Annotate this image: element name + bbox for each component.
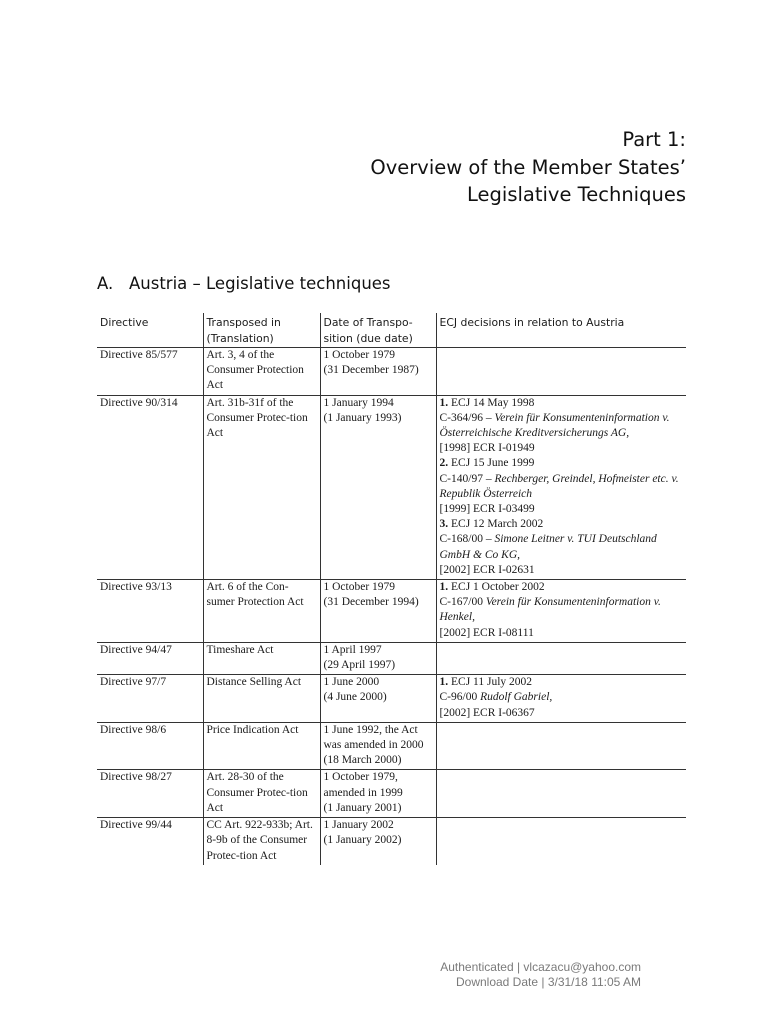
part-title <box>370 126 686 209</box>
header-date: Date of Transpo-sition (due date) <box>320 313 436 348</box>
ecj-number: 1. <box>439 396 449 409</box>
ecj-date-line <box>440 580 684 595</box>
transposition-date: 1 April 1997 <box>323 643 382 656</box>
table-row <box>97 675 686 723</box>
date-cell <box>320 580 436 643</box>
ecj-decision <box>440 396 684 457</box>
ecj-date-line <box>440 456 684 471</box>
ecj-date: ECJ 12 March 2002 <box>451 518 544 531</box>
date-cell <box>320 722 436 770</box>
section-title: Austria – Legislative techniques <box>129 274 391 293</box>
directive-cell: Directive 85/577 <box>97 348 203 396</box>
ecj-case-line <box>440 472 684 502</box>
date-cell <box>320 395 436 579</box>
table-header-row <box>97 313 686 348</box>
ecj-case-line <box>440 532 684 562</box>
table-row <box>97 642 686 674</box>
ecj-report: [2002] ECR I-06367 <box>439 706 535 719</box>
table-row <box>97 395 686 579</box>
transposed-cell: CC Art. 922-933b; Art. 8-9b of the Consumer Protec-tion Act <box>203 818 320 865</box>
ecj-number: 3. <box>439 518 449 531</box>
due-date: (1 January 2002) <box>323 834 402 847</box>
ecj-case-number: C-364/96 – <box>439 411 492 424</box>
table-row <box>97 770 686 818</box>
ecj-report: [1999] ECR I-03499 <box>439 503 535 516</box>
ecj-decision <box>440 517 684 578</box>
due-date: (31 December 1987) <box>323 364 419 377</box>
ecj-decision <box>440 580 684 641</box>
ecj-date-line <box>440 396 684 411</box>
ecj-date: ECJ 11 July 2002 <box>451 676 533 689</box>
ecj-cell <box>436 642 686 674</box>
ecj-parties: Verein für Konsumenteninformation v. Henkel, <box>439 596 661 624</box>
due-date: (4 June 2000) <box>323 691 387 704</box>
directive-cell: Directive 94/47 <box>97 642 203 674</box>
table-row <box>97 722 686 770</box>
ecj-parties: Simone Leitner v. TUI Deutschland GmbH & Co KG, <box>439 533 657 561</box>
directive-cell: Directive 99/44 <box>100 819 172 832</box>
ecj-report: [2002] ECR I-08111 <box>439 626 534 639</box>
transposition-date: 1 June 1992, the Act was amended in 2000 <box>323 723 424 752</box>
due-date: (18 March 2000) <box>323 754 402 767</box>
due-date: (29 April 1997) <box>323 659 396 672</box>
download-footer <box>440 960 641 989</box>
ecj-decision <box>440 675 684 721</box>
date-cell <box>320 642 436 674</box>
ecj-parties: Rudolf Gabriel, <box>480 691 553 704</box>
transposition-date: 1 October 1979, amended in 1999 <box>323 771 403 799</box>
transposed-cell: Art. 3, 4 of the Consumer Protection Act <box>203 348 320 396</box>
ecj-cell <box>436 348 686 396</box>
part-number: Part 1: <box>622 128 686 151</box>
ecj-cell <box>436 675 686 723</box>
ecj-cell <box>436 395 686 579</box>
date-cell <box>320 770 436 818</box>
ecj-date: ECJ 14 May 1998 <box>451 396 535 409</box>
table-body <box>97 348 686 865</box>
due-date: (31 December 1994) <box>323 596 419 609</box>
date-cell <box>320 675 436 723</box>
table-row <box>97 348 686 396</box>
ecj-cell <box>436 580 686 643</box>
ecj-cell <box>436 818 686 865</box>
ecj-case-number: C-96/00 <box>439 691 478 704</box>
transposed-cell: Distance Selling Act <box>203 675 320 723</box>
ecj-case-line <box>440 690 684 705</box>
directive-cell: Directive 97/7 <box>97 675 203 723</box>
ecj-report: [2002] ECR I-02631 <box>439 563 535 576</box>
authenticated-line: Authenticated | vlcazacu@yahoo.com <box>440 960 641 974</box>
section-heading <box>97 274 391 293</box>
ecj-case-line <box>440 411 684 441</box>
transposed-cell: Art. 28-30 of the Consumer Protec-tion Act <box>203 770 320 818</box>
ecj-case-number: C-168/00 – <box>439 533 492 546</box>
transposed-cell: Timeshare Act <box>203 642 320 674</box>
header-directive: Directive <box>97 313 203 348</box>
ecj-case-number: C-167/00 <box>439 596 483 609</box>
header-ecj: ECJ decisions in relation to Austria <box>436 313 686 348</box>
ecj-number: 1. <box>439 581 449 594</box>
download-date-line: Download Date | 3/31/18 11:05 AM <box>455 974 641 989</box>
directive-cell: Directive 90/314 <box>97 395 203 579</box>
date-cell <box>320 348 436 396</box>
date-cell <box>320 818 436 865</box>
transposition-date: 1 October 1979 <box>323 581 396 594</box>
ecj-report: [1998] ECR I-01949 <box>439 442 535 455</box>
ecj-parties: Verein für Konsumenteninformation v. Österreichische Kreditversicherungs AG, <box>439 411 670 440</box>
ecj-number: 1. <box>439 676 449 689</box>
ecj-number: 2. <box>439 457 449 470</box>
ecj-date: ECJ 15 June 1999 <box>451 457 535 470</box>
transposition-date: 1 January 1994 <box>323 396 394 409</box>
directive-cell: Directive 98/6 <box>97 722 203 770</box>
ecj-cell <box>436 722 686 770</box>
header-transposed: Transposed in (Translation) <box>203 313 320 348</box>
ecj-date-line <box>440 517 684 532</box>
transposition-date: 1 January 2002 <box>323 819 394 832</box>
transposition-date: 1 June 2000 <box>323 676 380 689</box>
due-date: (1 January 2001) <box>323 801 402 814</box>
transposed-cell: Art. 6 of the Con-sumer Protection Act <box>203 580 320 643</box>
table-row <box>97 818 686 865</box>
ecj-parties: Rechberger, Greindel, Hofmeister etc. v. Republik Österreich <box>439 472 679 500</box>
part-title-line-2: Legislative Techniques <box>467 183 686 206</box>
transposed-cell: Art. 31b-31f of the Consumer Protec-tion Act <box>203 395 320 579</box>
ecj-date: ECJ 1 October 2002 <box>451 581 545 594</box>
part-title-line-1: Overview of the Member States’ <box>370 155 686 179</box>
table-row <box>97 580 686 643</box>
ecj-date-line <box>440 675 684 690</box>
ecj-decision <box>440 456 684 517</box>
ecj-case-number: C-140/97 – <box>439 472 492 485</box>
directive-cell: Directive 98/27 <box>97 770 203 818</box>
due-date: (1 January 1993) <box>323 411 402 424</box>
transposition-date: 1 October 1979 <box>323 349 396 361</box>
section-letter: A. <box>97 274 114 293</box>
ecj-case-line <box>440 595 684 625</box>
ecj-cell <box>436 770 686 818</box>
transposed-cell: Price Indication Act <box>203 722 320 770</box>
directive-cell: Directive 93/13 <box>97 580 203 643</box>
directives-table <box>97 313 686 865</box>
